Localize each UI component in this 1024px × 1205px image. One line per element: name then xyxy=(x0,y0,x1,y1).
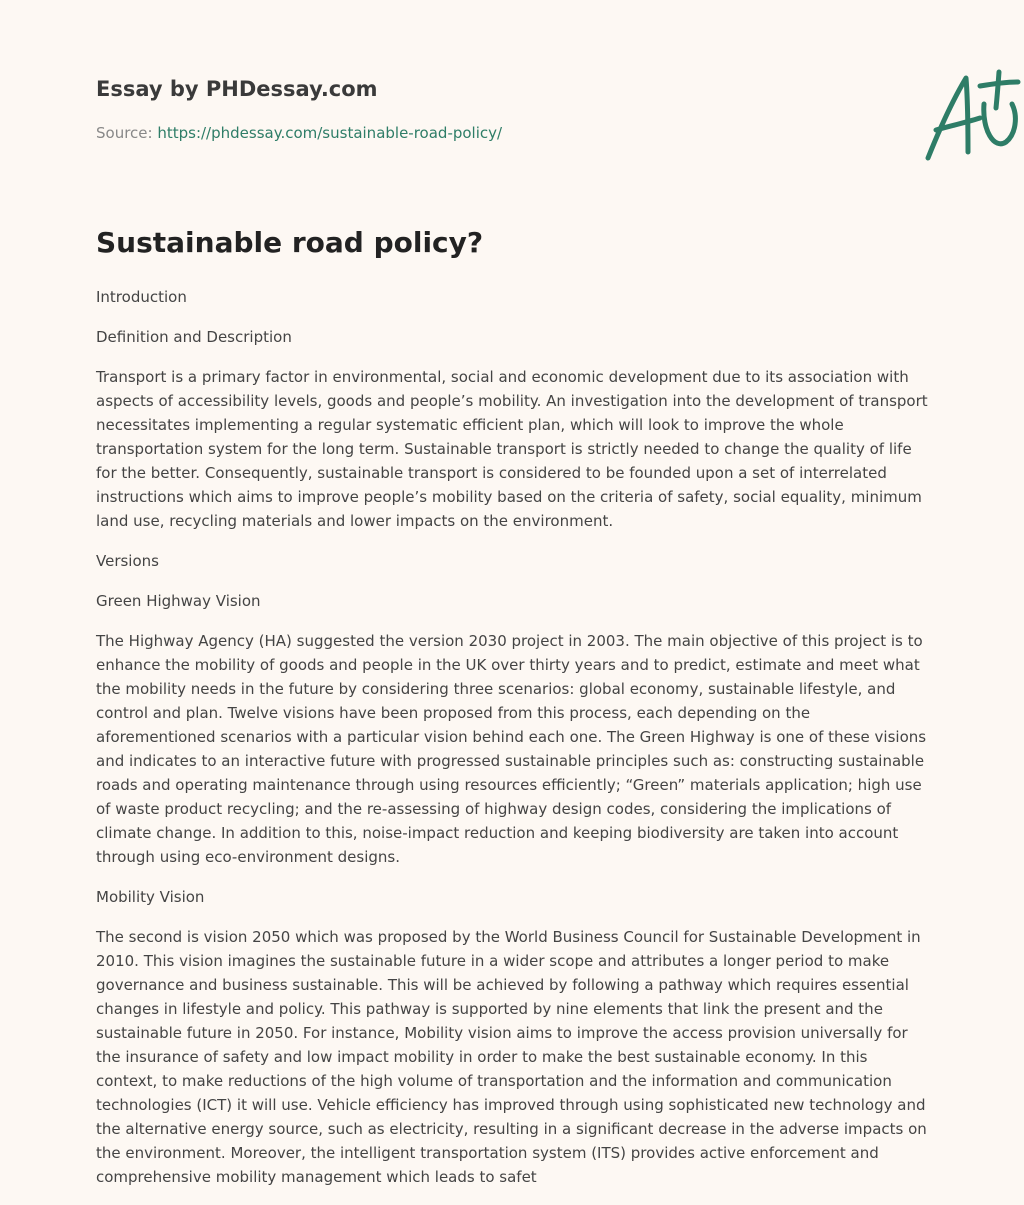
paragraph: The second is vision 2050 which was proposed by the World Business Council for Sustainable Development in 2010. This vision imagines the sustainable future in a wider scope and attributes a longer period to make governance and business sustainable. This will be achieved by following a pathway which requires essential changes in lifestyle and policy. This pathway is supported by nine elements that link the present and the sustainable future in 2050. For instance, Mobility vision aims to improve the access provision universally for the insurance of safety and low impact mobility in order to make the best sustainable economy. In this context, to make reductions of the high volume of transportation and the information and communication technologies (ICT) it will use. Vehicle efficiency has improved through using sophisticated new technology and the alternative energy source, such as electricity, resulting in a significant decrease in the adverse impacts on the environment. Moreover, the intelligent transportation system (ITS) provides active enforcement and comprehensive mobility management which leads to safet xyxy=(96,928,927,1186)
paragraph: Green Highway Vision xyxy=(96,592,261,610)
paragraph: Introduction xyxy=(96,288,187,306)
source-line xyxy=(96,124,502,142)
paragraph: The Highway Agency (HA) suggested the version 2030 project in 2003. The main objective of this project is to enhance the mobility of goods and people in the UK over thirty years and to predict, estimate and meet what the mobility needs in the future by considering three scenarios: global economy, sustainable lifestyle, and control and plan. Twelve visions have been proposed from this process, each depending on the aforementioned scenarios with a particular vision behind each one. The Green Highway is one of these visions and indicates to an interactive future with progressed sustainable principles such as: constructing sustainable roads and operating maintenance through using resources efficiently; “Green” materials application; high use of waste product recycling; and the re-assessing of highway design codes, considering the implications of climate change. In addition to this, noise-impact reduction and keeping biodiversity are taken into account through using eco-environment designs. xyxy=(96,632,927,866)
site-brand: Essay by PHDessay.com xyxy=(96,77,378,101)
paragraph: Transport is a primary factor in environmental, social and economic development due to its association with aspects of accessibility levels, goods and people’s mobility. An investigation into the development of transport necessitates implementing a regular systematic efficient plan, which will look to improve the whole transportation system for the long term. Sustainable transport is strictly needed to change the quality of life for the better. Consequently, sustainable transport is considered to be founded upon a set of interrelated instructions which aims to improve people’s mobility based on the criteria of safety, social equality, minimum land use, recycling materials and lower impacts on the environment. xyxy=(96,368,928,530)
source-label: Source: xyxy=(96,124,158,142)
essay-body xyxy=(96,285,932,1205)
paragraph: Versions xyxy=(96,552,159,570)
essay-title: Sustainable road policy? xyxy=(96,226,484,259)
paragraph: Definition and Description xyxy=(96,328,292,346)
paragraph: Mobility Vision xyxy=(96,888,205,906)
a-plus-logo xyxy=(918,68,1022,164)
source-link[interactable]: https://phdessay.com/sustainable-road-policy/ xyxy=(157,124,503,142)
